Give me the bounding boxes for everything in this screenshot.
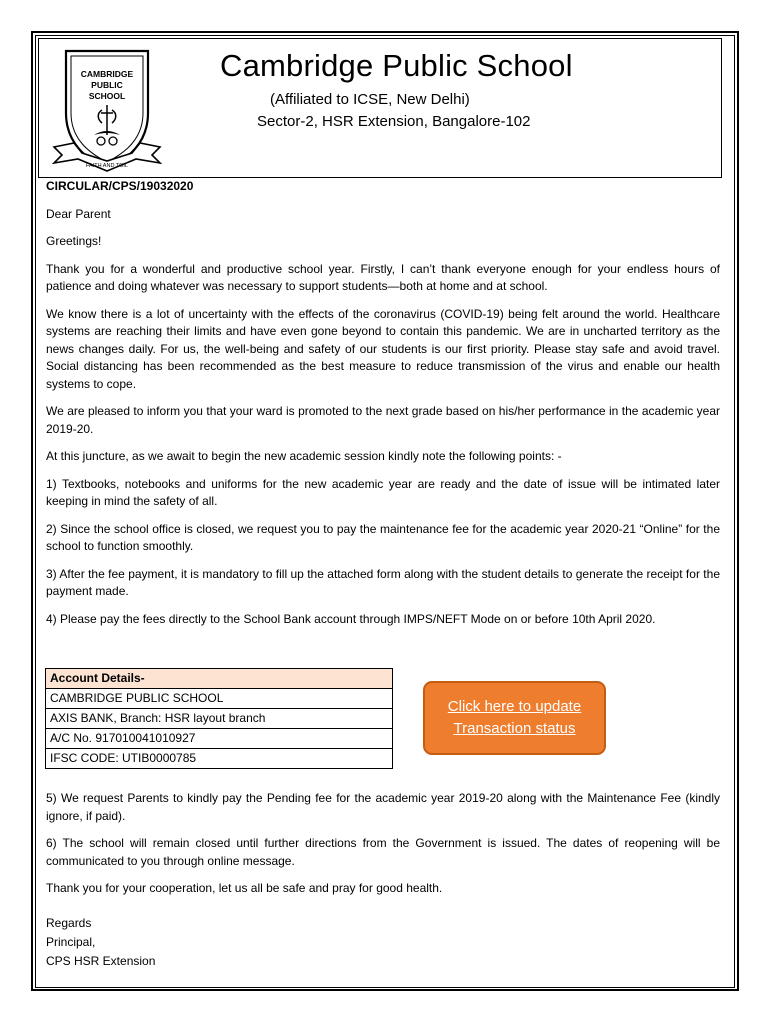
account-row: IFSC CODE: UTIB0000785 — [46, 749, 393, 769]
signer-title: Principal, — [46, 935, 96, 949]
point-5: 5) We request Parents to kindly pay the Pending fee for the academic year 2019-20 along with the Maintenance Fee (kindly ignore, if paid). — [46, 791, 720, 823]
circular-reference: CIRCULAR/CPS/19032020 — [46, 179, 194, 193]
greeting: Greetings! — [46, 234, 102, 248]
cta-line-1[interactable]: Click here to update — [447, 698, 582, 715]
thanks-line: Thank you for your cooperation, let us all be safe and pray for good health. — [46, 881, 443, 895]
paragraph-covid: We know there is a lot of uncertainty with the effects of the coronavirus (COVID-19) being felt around the world. Healthcare systems are reaching their limits and have even gone beyond to contain this pandemic. We are in uncharted territory as the news changes daily. For us, the well-being and safety of our students is our first priority. Please stay safe and avoid travel. Social distancing has been recommended as the best measure to reduce transmission of the virus and enable our health systems to cope. — [46, 306, 720, 391]
account-details-table — [45, 668, 393, 769]
school-name: Cambridge Public School — [220, 48, 573, 83]
circular-body — [46, 178, 720, 628]
account-row: AXIS BANK, Branch: HSR layout branch — [46, 709, 393, 729]
point-1: 1) Textbooks, notebooks and uniforms for the new academic year are ready and the date of issue will be intimated later keeping in mind the safety of all. — [46, 476, 720, 508]
paragraph-thanks: Thank you for a wonderful and productive school year. Firstly, I can’t thank everyone enough for your endless hours of patience and doing whatever was necessary to support students—both at home and at school. — [46, 261, 720, 293]
point-4: 4) Please pay the fees directly to the School Bank account through IMPS/NEFT Mode on or before 10th April 2020. — [46, 611, 656, 626]
paragraph-juncture: At this juncture, as we await to begin the new academic session kindly note the following points: - — [46, 449, 562, 463]
school-crest-logo — [52, 43, 162, 178]
paragraph-promotion: We are pleased to inform you that your ward is promoted to the next grade based on his/her performance in the academic year 2019-20. — [46, 404, 720, 436]
crest-text-line2: PUBLIC — [91, 80, 123, 90]
account-row: A/C No. 917010041010927 — [46, 729, 393, 749]
account-details-heading: Account Details- — [46, 669, 393, 689]
point-2: 2) Since the school office is closed, we request you to pay the maintenance fee for the academic year 2020-21 “Online” for the school to function smoothly. — [46, 521, 720, 553]
crest-motto: FAITH AND TOIL — [86, 163, 128, 169]
crest-text-line1: CAMBRIDGE — [80, 69, 134, 79]
account-row: CAMBRIDGE PUBLIC SCHOOL — [46, 689, 393, 709]
point-3: 3) After the fee payment, it is mandatory to fill up the attached form along with the student details to generate the receipt for the payment made. — [46, 566, 720, 598]
cta-line-2[interactable]: Transaction status — [453, 720, 576, 737]
signer-branch: CPS HSR Extension — [46, 954, 156, 968]
regards: Regards — [46, 916, 92, 930]
salutation: Dear Parent — [46, 206, 111, 221]
point-6: 6) The school will remain closed until further directions from the Government is issued. The dates of reopening will be communicated to you through online message. — [46, 836, 720, 868]
signoff-block — [46, 914, 155, 971]
update-transaction-status-button[interactable] — [423, 681, 606, 755]
crest-text-line3: SCHOOL — [88, 91, 126, 101]
circular-closing — [46, 790, 720, 898]
affiliation-line: (Affiliated to ICSE, New Delhi) — [270, 91, 470, 108]
school-address: Sector-2, HSR Extension, Bangalore-102 — [257, 113, 531, 130]
